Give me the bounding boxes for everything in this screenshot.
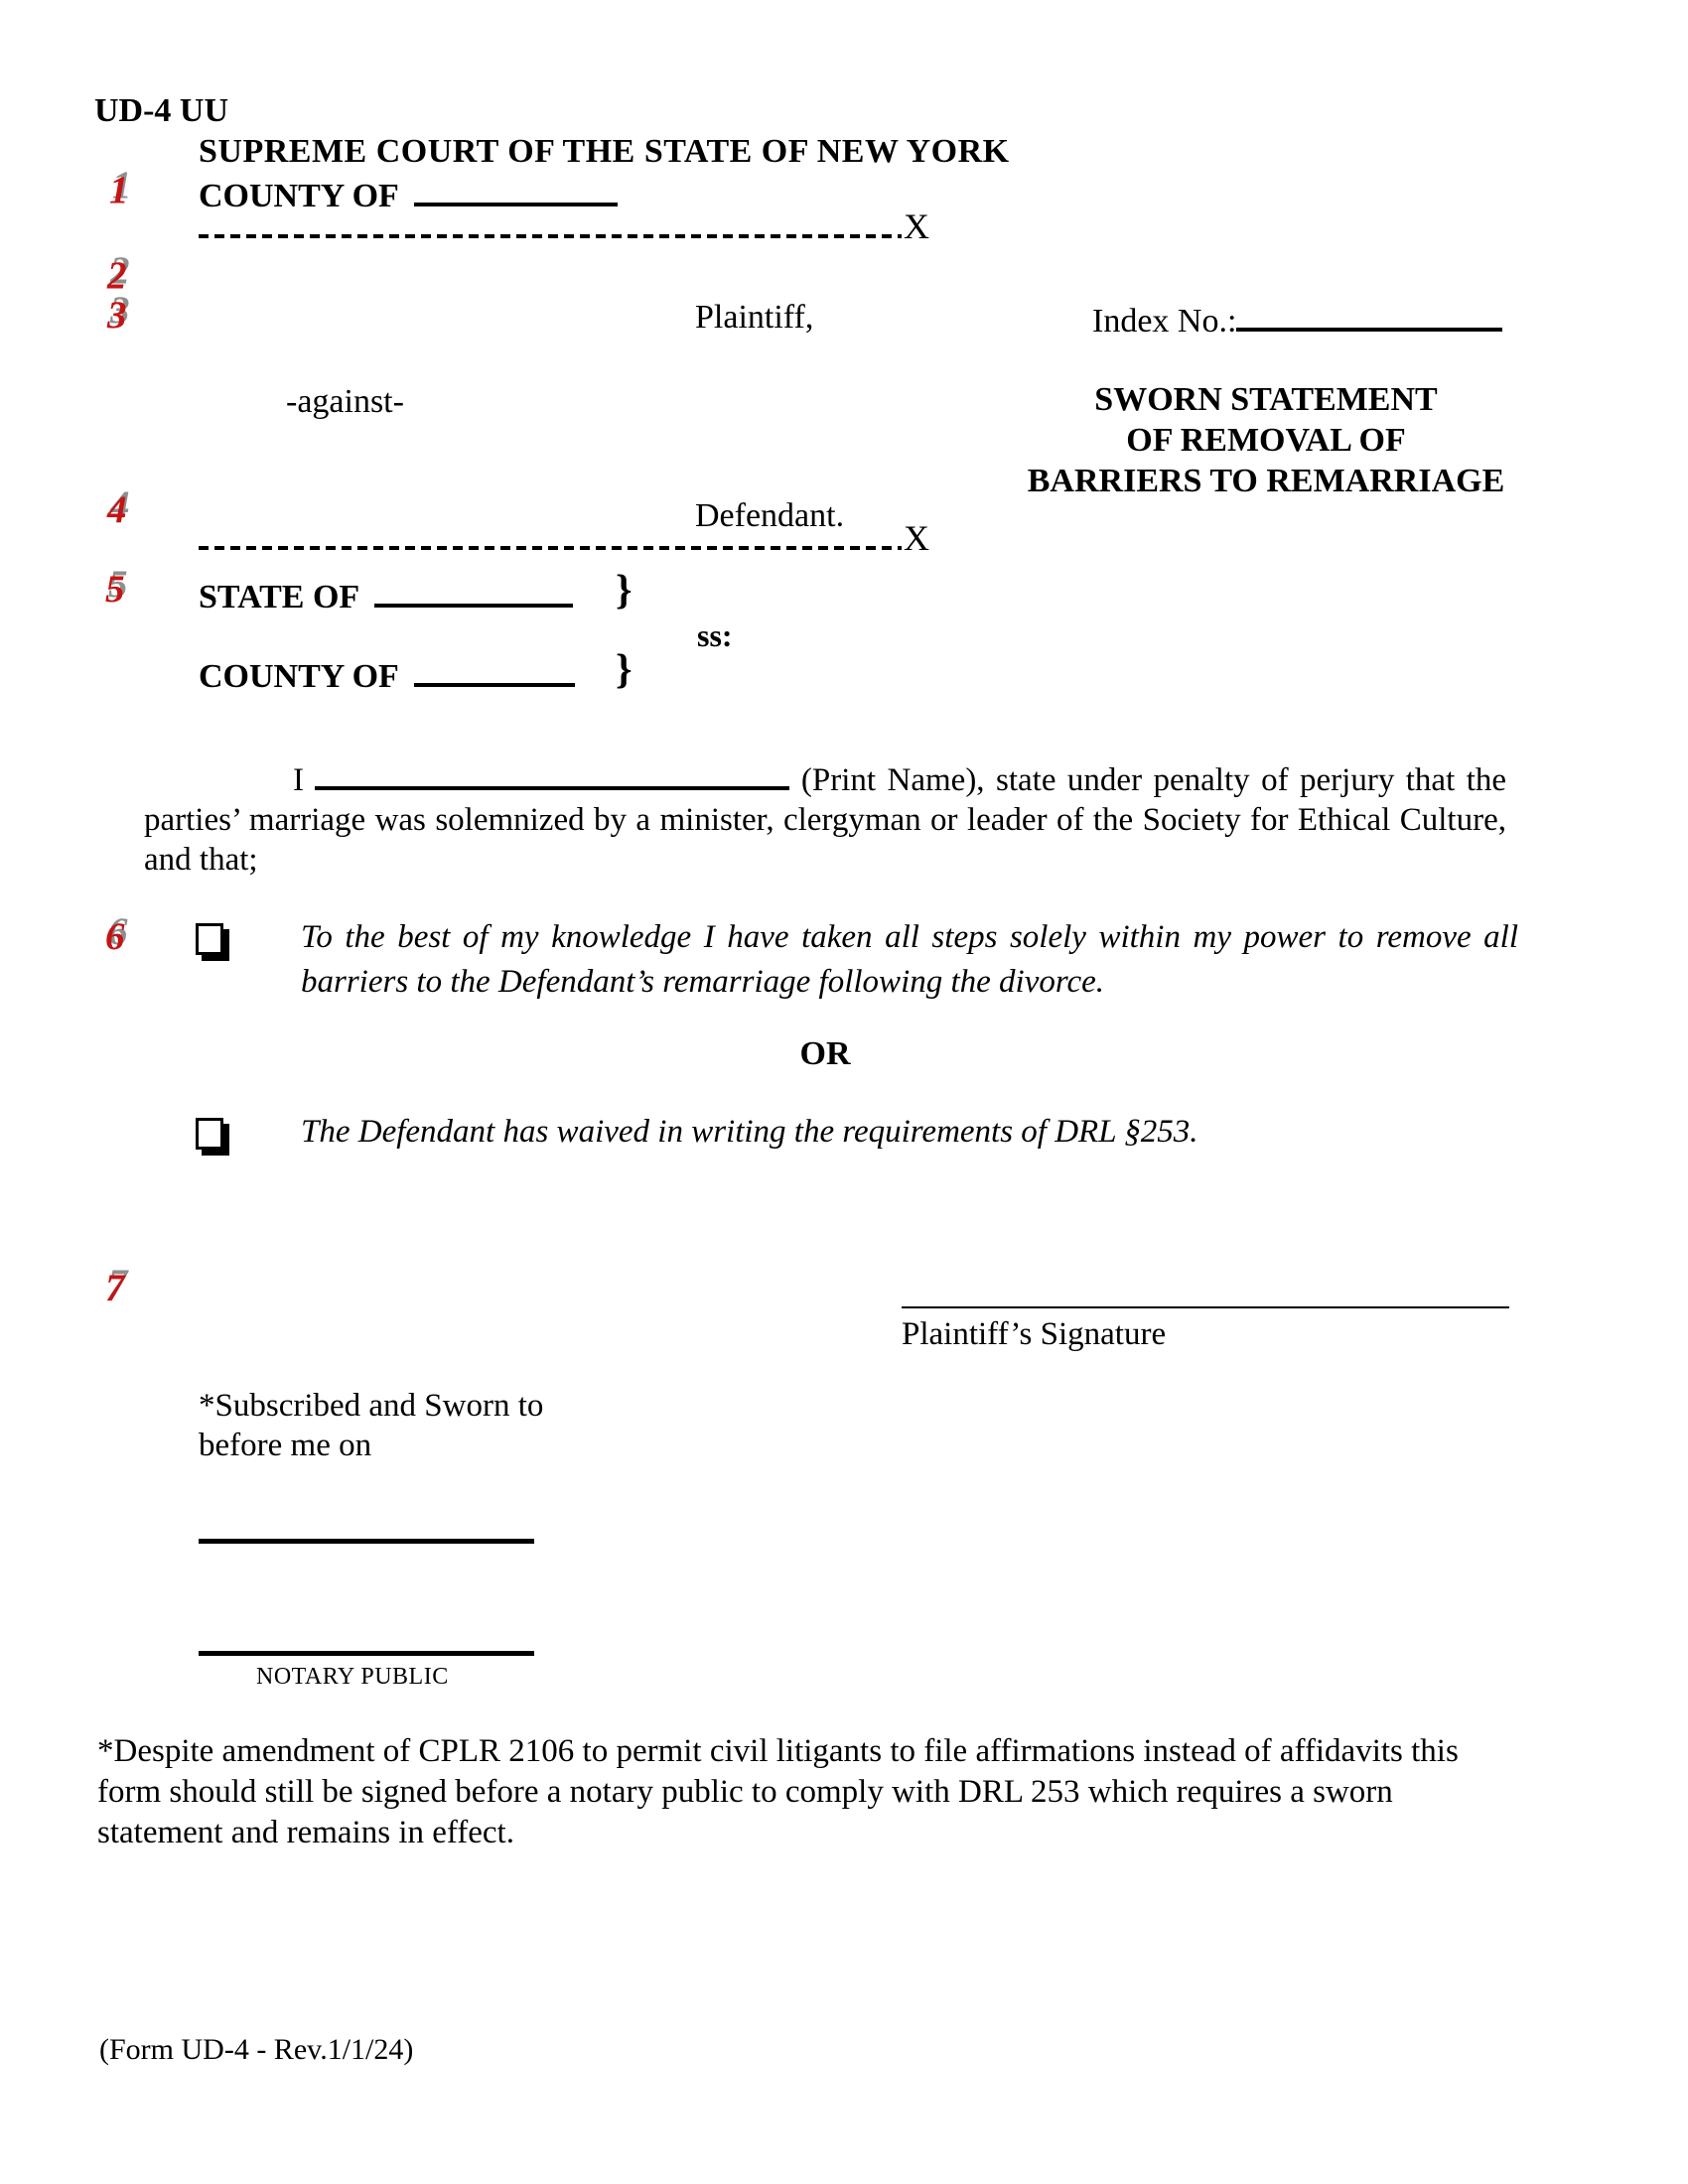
caption-divider-bottom (199, 546, 902, 550)
index-no-row (1092, 298, 1502, 341)
margin-number-4: 4 (107, 488, 127, 531)
notary-signature-blank[interactable] (199, 1606, 534, 1656)
print-name-blank[interactable] (315, 756, 789, 790)
index-no-blank[interactable] (1236, 298, 1502, 332)
venue-brace-top: } (616, 568, 633, 614)
document-title-line2: OF REMOVAL OF (1126, 422, 1406, 459)
subscribed-sworn-line1: *Subscribed and Sworn to (199, 1388, 544, 1424)
plaintiff-signature-line[interactable] (902, 1271, 1509, 1308)
venue-ss-label: ss: (697, 617, 733, 653)
county-caption-row (199, 173, 618, 216)
index-no-label: Index No.: (1092, 303, 1237, 340)
option2-checkbox[interactable] (196, 1118, 223, 1150)
statement-intro-pronoun: I (293, 762, 304, 798)
option1-text: To the best of my knowledge I have taken all steps solely within my power to remove all barriers to the Defendant’s remarriage following the divorce. (301, 919, 1518, 1000)
form-footer: (Form UD-4 - Rev.1/1/24) (99, 2033, 414, 2066)
county-caption-label: COUNTY OF (199, 178, 398, 214)
venue-state-label: STATE OF (199, 579, 358, 615)
venue-county-blank[interactable] (414, 653, 575, 687)
or-label: OR (799, 1035, 851, 1072)
margin-number-3: 3 (107, 294, 127, 337)
document-title-line3: BARRIERS TO REMARRIAGE (1027, 463, 1505, 499)
venue-brace-bottom: } (616, 647, 633, 693)
plaintiff-signature-label: Plaintiff’s Signature (902, 1316, 1167, 1352)
caption-divider-bottom-x: X (904, 518, 929, 558)
venue-state-row (199, 574, 573, 617)
statement-intro-paragraph (144, 756, 1506, 880)
margin-number-7: 7 (105, 1267, 125, 1309)
venue-county-label: COUNTY OF (199, 658, 398, 695)
county-caption-blank[interactable] (414, 173, 618, 206)
margin-number-1: 1 (109, 169, 129, 211)
option2-text: The Defendant has waived in writing the requirements of DRL §253. (301, 1114, 1198, 1150)
against-label: -against- (286, 383, 404, 420)
caption-divider-top (199, 234, 902, 238)
document-title-line1: SWORN STATEMENT (1094, 381, 1438, 418)
statement-intro-text: (Print Name), state under penalty of perjury that the parties’ marriage was solemnized by a minister, clergyman or leader of the Society for Ethical Culture, and that; (144, 762, 1507, 878)
defendant-label: Defendant. (695, 497, 845, 534)
margin-number-2: 2 (107, 254, 127, 297)
footnote-text: *Despite amendment of CPLR 2106 to permit civil litigants to file affirmations instead of affidavits this form should still be signed before a notary public to comply with DRL 253 which requires a sworn statement and remains in effect. (97, 1733, 1459, 1850)
venue-county-row (199, 653, 575, 697)
notary-public-label: NOTARY PUBLIC (256, 1664, 449, 1690)
plaintiff-label: Plaintiff, (695, 299, 814, 336)
margin-number-5: 5 (105, 568, 125, 611)
sworn-date-blank[interactable] (199, 1494, 534, 1544)
margin-number-6: 6 (105, 915, 125, 958)
form-code: UD-4 UU (94, 92, 229, 129)
document-title (1023, 379, 1509, 501)
caption-divider-top-x: X (904, 206, 929, 246)
venue-state-blank[interactable] (374, 574, 573, 608)
court-name: SUPREME COURT OF THE STATE OF NEW YORK (199, 133, 1010, 170)
option1-checkbox[interactable] (196, 923, 223, 955)
subscribed-sworn-line2: before me on (199, 1428, 372, 1463)
